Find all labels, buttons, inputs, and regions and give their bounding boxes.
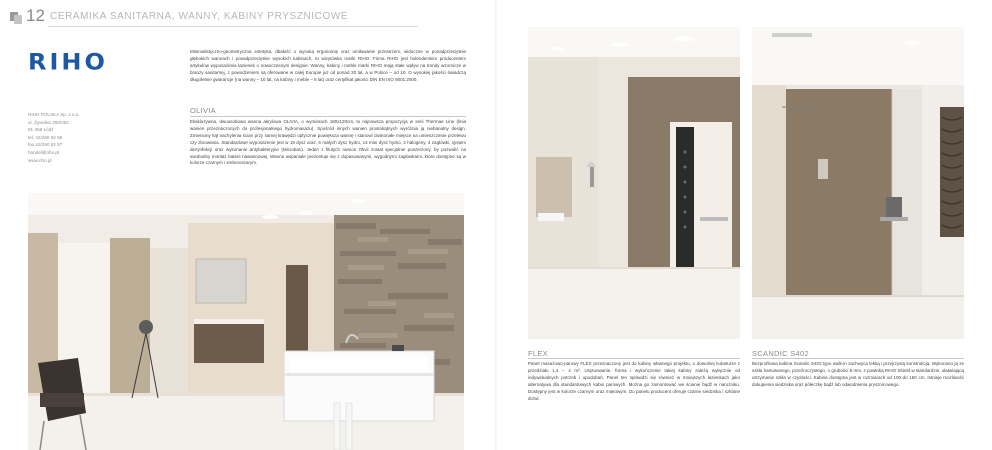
header-divider: [48, 26, 418, 27]
flex-divider: [528, 358, 740, 359]
page-number: 12: [26, 6, 45, 25]
page-spine: [495, 0, 497, 450]
contact-email[interactable]: handel@riho.pl: [28, 149, 59, 155]
contact-website[interactable]: www.riho.pl: [28, 157, 52, 163]
scandic-paragraph: Bezprofilowa kabina Scandic S402 typu walk-in zachwyca lekką i przejrzystą konstrukcją. Wykonano ją ze szkła hartowanego, przeźroczystego, o grubości 8 mm, z powłoką RIHO Shield w standardzie, ułatwiającą utrzymanie szkła w czystości. Kabina dostępna jest w rozmiarach od 100 do 160 cm. Istnieje możliwość dokupienia siedziska oraz półeczkę bądź lub odwodnienia prysznicowego.: [752, 361, 964, 387]
flex-title: FLEX: [528, 349, 548, 358]
flex-paragraph: Panel masażowo-parowy FLEX przeznaczony jest do kabiny własnego projektu, o dowolnej kubaturze z przedziału 1,4 – 4 m³. Usytuowanie, forma i wykończenie takiej kabiny zależą wyłącznie od indywidualnych potrzeb i upodobań. Panel ten sprawdzi się również w mniejszych łazienkach jako alternatywa dla standardowych kabin parowych. Można go zamontować we ścianie bądź w narożniku. Dostępny jest w kolorze czarnym oraz miętowym. Do panelu producent oferuje czarne siedziska i szklane drzwi.: [528, 361, 740, 401]
olivia-divider: [190, 116, 466, 117]
intro-paragraph: Minimalistyczno-geometryczna estetyka, dbałość o wysoką ergonomię oraz umiłowanie przestrzeni, widoczne w ponadprzeciętnie głębokich wannach i ponadprzeciętnie wysokich kabinach, to wizytówka marki RIHO. Firma RIHO jest holenderskim producentem artykułów wyposażenia łazienek o nowoczesnym designie. Wanny, kabiny i meble marki RIHO mają stałe wpływ na trendy wzornicze w branży sanitarnej, z powodzeniem są oferowane w całej Europie już od ponad 20 lat, a w Polsce – od 10. O wysokiej jakości świadczą długoletnie gwarancje (na wanny – 10 lat, na kabiny i meble – 5 lat) oraz certyfikat jakości DIN EN ISO 9001:2000.: [190, 49, 466, 82]
olivia-title: OLIVIA: [190, 106, 216, 115]
section-icon: [10, 10, 24, 24]
scandic-title: SCANDIC S402: [752, 349, 809, 358]
contact-info: [28, 111, 168, 164]
scandic-shower-photo: [752, 27, 964, 339]
contact-company: RIHO POLSKA Sp. z o.o.: [28, 112, 80, 117]
contact-city: 91-369 Łódź: [28, 127, 54, 133]
brand-logo: RIHO: [28, 49, 108, 75]
contact-street: ul. Żywnika 250/252: [28, 119, 69, 125]
flex-shower-photo: [528, 27, 740, 339]
scandic-divider: [752, 358, 964, 359]
contact-fax: fax 42/250 62 57: [28, 142, 63, 148]
contact-phone: tel. 42/250 62 58: [28, 134, 63, 140]
section-title: CERAMIKA SANITARNA, WANNY, KABINY PRYSZNICOWE: [50, 11, 349, 22]
olivia-paragraph: Ekskluzywna, dwuosobowa wanna akrylowa OLIVIA, o wymiarach 180x120cm, to najnowsza propozycja w serii Thermae Line (linia wanien przeznaczonych do profesjonalnego hydromasażu). Spośród innych wanien prostokątnych wyróżnia ją niebanalny design. Zmieniony kąt nachylenia ścian przy samej krawędzi optycznie powiększa wannę i stanowi doskonałe miejsce na umieszczenie przelewu czy zbrowania. Standardowe wyposażenie jest w 19 dysz oraz, 6 małych dysz hydro, 14 mini dysz hydro, 2 halogeny, 4 zagłówki, system dezynfekcji oraz wykonanie antybakteryjne (Microban). Jeden z filutych ramion Olivii został specjalnie poszerzony, by pozwolić na swobodny montaż baterii nawannowej. Wanna wspaniale prezentuje się z dopasowanymi, wygodnymi zagłówkami, które dostępne są w kolorze czarnym i srebrnoszarym.: [190, 119, 466, 166]
olivia-bathroom-photo: [28, 193, 464, 450]
